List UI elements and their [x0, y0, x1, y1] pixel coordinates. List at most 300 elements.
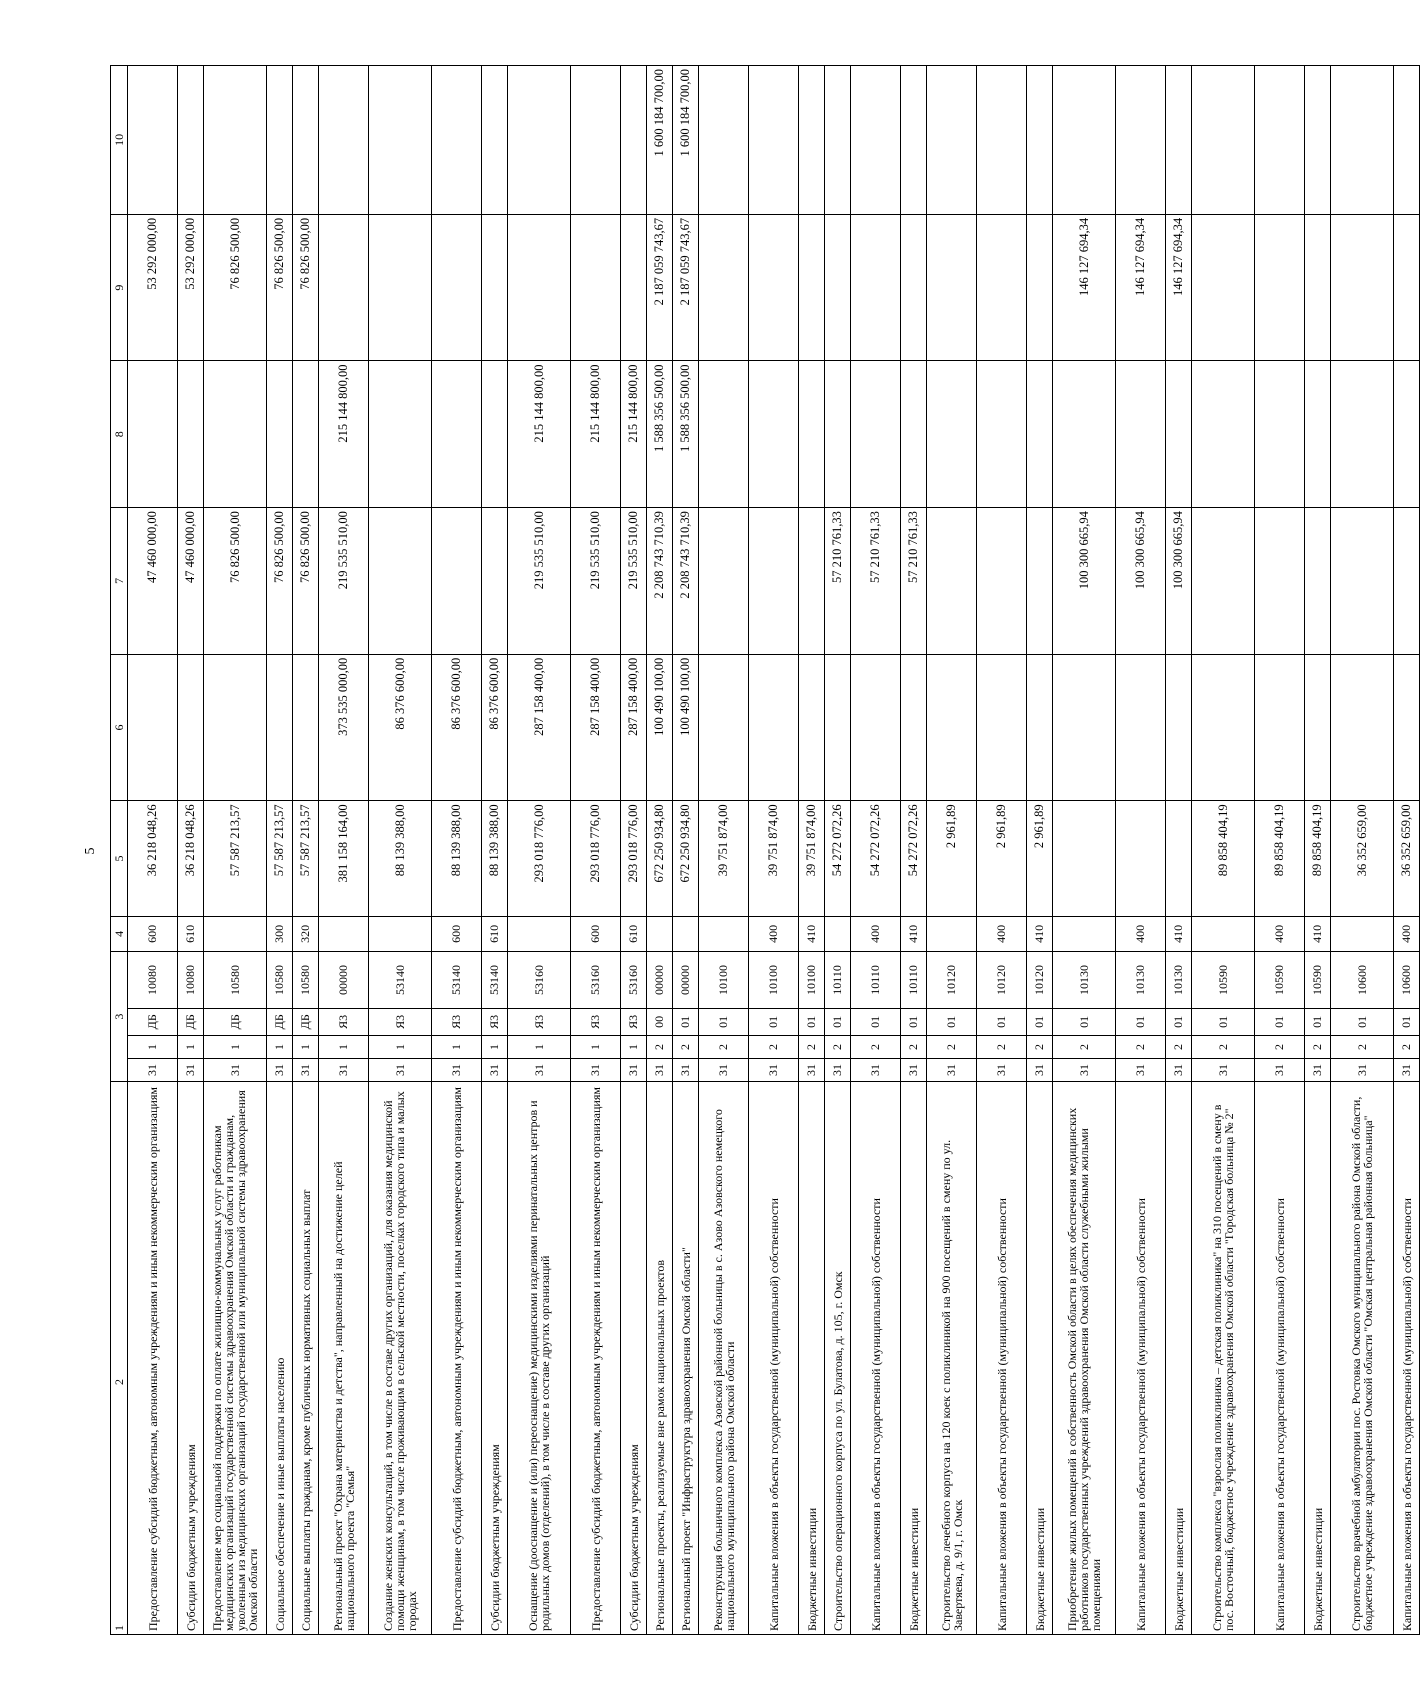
amount-col-5	[1053, 801, 1116, 916]
code-project: Я3	[369, 1008, 432, 1035]
amount-col-6: 86 376 600,00	[369, 654, 432, 801]
amount-col-5: 54 272 072,26	[901, 801, 927, 916]
code-subprogram: 1	[128, 1035, 178, 1058]
amount-col-8	[178, 361, 204, 508]
row-description: Бюджетные инвестиции	[1166, 1081, 1192, 1634]
code-direction: 00000	[647, 952, 673, 1009]
amount-col-6: 373 535 000,00	[319, 654, 369, 801]
row-description: Бюджетные инвестиции	[1027, 1081, 1053, 1634]
amount-col-10	[1116, 66, 1166, 215]
code-project: 01	[1166, 1008, 1192, 1035]
amount-col-9: 76 826 500,00	[267, 214, 293, 361]
header-row	[111, 66, 128, 1635]
amount-col-10	[1192, 66, 1255, 215]
code-direction: 10130	[1116, 952, 1166, 1009]
amount-col-10	[1394, 66, 1420, 215]
amount-col-5: 39 751 874,00	[799, 801, 825, 916]
row-description: Строительство операционного корпуса по ул. Булатова, д. 105, г. Омск	[825, 1081, 851, 1634]
code-subprogram: 2	[1255, 1035, 1305, 1058]
header-cell: 7	[111, 508, 128, 655]
code-expense-type	[647, 916, 673, 952]
code-program: 31	[267, 1058, 293, 1081]
row-description: Строительство врачебной амбулатории пос. Ростовка Омского муниципального района Омской области, бюджетное учреждение здравоохранения Омской области "Омская центральная районная больница"	[1331, 1081, 1394, 1634]
code-program: 31	[1255, 1058, 1305, 1081]
code-subprogram: 2	[1305, 1035, 1331, 1058]
code-direction: 10110	[901, 952, 927, 1009]
table-row	[1166, 66, 1192, 1635]
amount-col-8	[1116, 361, 1166, 508]
code-expense-type: 410	[799, 916, 825, 952]
amount-col-5: 39 751 874,00	[699, 801, 749, 916]
amount-col-6: 287 158 400,00	[621, 654, 647, 801]
amount-col-8	[749, 361, 799, 508]
amount-col-7	[927, 508, 977, 655]
amount-col-6	[699, 654, 749, 801]
code-project: 00	[647, 1008, 673, 1035]
header-cell-label: 1	[111, 1625, 126, 1631]
amount-col-7	[432, 508, 482, 655]
amount-col-10	[851, 66, 901, 215]
code-program: 31	[1116, 1058, 1166, 1081]
code-direction: 10120	[1027, 952, 1053, 1009]
code-direction: 53160	[571, 952, 621, 1009]
table-row	[293, 66, 319, 1635]
amount-col-8	[1255, 361, 1305, 508]
amount-col-10	[369, 66, 432, 215]
amount-col-7: 57 210 761,33	[851, 508, 901, 655]
amount-col-5: 54 272 072,26	[851, 801, 901, 916]
code-expense-type	[825, 916, 851, 952]
amount-col-9	[901, 214, 927, 361]
code-program: 31	[178, 1058, 204, 1081]
code-direction: 10110	[851, 952, 901, 1009]
amount-col-7	[1305, 508, 1331, 655]
code-subprogram: 1	[204, 1035, 267, 1058]
code-expense-type	[1331, 916, 1394, 952]
table-row	[647, 66, 673, 1635]
budget-table-container	[110, 65, 1414, 1635]
amount-col-8	[1053, 361, 1116, 508]
code-program: 31	[319, 1058, 369, 1081]
code-expense-type: 400	[851, 916, 901, 952]
code-program: 31	[204, 1058, 267, 1081]
amount-col-5: 381 158 164,00	[319, 801, 369, 916]
amount-col-10	[1305, 66, 1331, 215]
code-direction: 10590	[1305, 952, 1331, 1009]
amount-col-10	[267, 66, 293, 215]
table-row	[1027, 66, 1053, 1635]
table-row	[673, 66, 699, 1635]
amount-col-9	[977, 214, 1027, 361]
amount-col-7	[749, 508, 799, 655]
amount-col-9: 53 292 000,00	[128, 214, 178, 361]
code-program: 31	[825, 1058, 851, 1081]
code-project: Я3	[571, 1008, 621, 1035]
code-direction: 00000	[673, 952, 699, 1009]
code-project: 01	[673, 1008, 699, 1035]
amount-col-8	[1027, 361, 1053, 508]
amount-col-10	[1053, 66, 1116, 215]
code-project: 01	[1192, 1008, 1255, 1035]
amount-col-6	[1027, 654, 1053, 801]
row-description: Строительство комплекса "взрослая поликлиника – детская поликлиника" на 310 посещений в смену в пос. Восточный, бюджетное учреждение здравоохранения Омской области "Городская больница № 2"	[1192, 1081, 1255, 1634]
code-direction: 10100	[749, 952, 799, 1009]
code-direction: 10130	[1053, 952, 1116, 1009]
amount-col-6: 287 158 400,00	[508, 654, 571, 801]
code-expense-type: 600	[571, 916, 621, 952]
amount-col-5: 36 352 659,00	[1331, 801, 1394, 916]
amount-col-7: 76 826 500,00	[204, 508, 267, 655]
amount-col-6	[1053, 654, 1116, 801]
amount-col-9	[432, 214, 482, 361]
table-row	[1331, 66, 1394, 1635]
amount-col-7	[482, 508, 508, 655]
amount-col-9	[1305, 214, 1331, 361]
amount-col-5	[1166, 801, 1192, 916]
amount-col-8: 215 144 800,00	[508, 361, 571, 508]
row-description: Субсидии бюджетным учреждениям	[178, 1081, 204, 1634]
amount-col-7	[699, 508, 749, 655]
amount-col-9	[508, 214, 571, 361]
code-direction: 10080	[178, 952, 204, 1009]
amount-col-9	[621, 214, 647, 361]
code-program: 31	[621, 1058, 647, 1081]
amount-col-5: 36 352 659,00	[1394, 801, 1420, 916]
code-direction: 10100	[799, 952, 825, 1009]
amount-col-6	[293, 654, 319, 801]
row-description: Предоставление мер социальной поддержки по оплате жилищно-коммунальных услуг работникам медицинских организаций государственной системы здравоохранения Омской области и гражданам, уволенным из медицинских организаций государственной или муниципальной системы здравоохранения Омской области	[204, 1081, 267, 1634]
code-direction: 53160	[621, 952, 647, 1009]
table-row	[621, 66, 647, 1635]
amount-col-5: 2 961,89	[1027, 801, 1053, 916]
amount-col-6	[1255, 654, 1305, 801]
code-subprogram: 2	[901, 1035, 927, 1058]
amount-col-8	[267, 361, 293, 508]
amount-col-10	[482, 66, 508, 215]
amount-col-10	[508, 66, 571, 215]
amount-col-9	[319, 214, 369, 361]
amount-col-5: 293 018 776,00	[621, 801, 647, 916]
code-subprogram: 2	[647, 1035, 673, 1058]
table-row	[1255, 66, 1305, 1635]
amount-col-9	[482, 214, 508, 361]
amount-col-6: 86 376 600,00	[432, 654, 482, 801]
table-row	[699, 66, 749, 1635]
amount-col-6	[799, 654, 825, 801]
code-expense-type	[673, 916, 699, 952]
amount-col-7: 47 460 000,00	[128, 508, 178, 655]
header-cell: 10	[111, 66, 128, 215]
amount-col-8: 1 588 356 500,00	[647, 361, 673, 508]
table-row	[508, 66, 571, 1635]
code-expense-type	[508, 916, 571, 952]
amount-col-7: 57 210 761,33	[901, 508, 927, 655]
code-direction: 53160	[508, 952, 571, 1009]
table-row	[319, 66, 369, 1635]
amount-col-8	[369, 361, 432, 508]
code-expense-type	[204, 916, 267, 952]
amount-col-8	[901, 361, 927, 508]
code-subprogram: 2	[1331, 1035, 1394, 1058]
code-subprogram: 1	[267, 1035, 293, 1058]
code-project: ДБ	[267, 1008, 293, 1035]
amount-col-8	[1166, 361, 1192, 508]
code-expense-type	[1053, 916, 1116, 952]
amount-col-6	[1166, 654, 1192, 801]
amount-col-8	[128, 361, 178, 508]
code-program: 31	[128, 1058, 178, 1081]
amount-col-5: 88 139 388,00	[482, 801, 508, 916]
amount-col-8	[293, 361, 319, 508]
code-expense-type: 400	[1394, 916, 1420, 952]
amount-col-9: 146 127 694,34	[1116, 214, 1166, 361]
amount-col-7	[1394, 508, 1420, 655]
code-project: 01	[825, 1008, 851, 1035]
code-subprogram: 2	[1192, 1035, 1255, 1058]
amount-col-9: 2 187 059 743,67	[647, 214, 673, 361]
amount-col-9: 76 826 500,00	[293, 214, 319, 361]
amount-col-7: 2 208 743 710,39	[673, 508, 699, 655]
amount-col-10	[293, 66, 319, 215]
amount-col-10	[178, 66, 204, 215]
amount-col-6	[128, 654, 178, 801]
code-direction: 10580	[267, 952, 293, 1009]
code-subprogram: 2	[799, 1035, 825, 1058]
row-description: Предоставление субсидий бюджетным, автономным учреждениям и иным некоммерческим организациям	[128, 1081, 178, 1634]
row-description: Капитальные вложения в объекты государственной (муниципальной) собственности	[1394, 1081, 1420, 1634]
table-row	[977, 66, 1027, 1635]
amount-col-8	[851, 361, 901, 508]
code-direction: 53140	[432, 952, 482, 1009]
amount-col-9	[1331, 214, 1394, 361]
code-program: 31	[1027, 1058, 1053, 1081]
table-row	[749, 66, 799, 1635]
amount-col-8	[825, 361, 851, 508]
amount-col-5: 36 218 048,26	[178, 801, 204, 916]
table-row	[927, 66, 977, 1635]
code-project: 01	[1305, 1008, 1331, 1035]
amount-col-8: 215 144 800,00	[621, 361, 647, 508]
code-subprogram: 1	[319, 1035, 369, 1058]
amount-col-8	[927, 361, 977, 508]
amount-col-9: 146 127 694,34	[1166, 214, 1192, 361]
row-description: Оснащение (дооснащение и (или) переоснащение) медицинскими изделиями перинатальных центров и родильных домов (отделений), в том числе в составе других организаций	[508, 1081, 571, 1634]
amount-col-7	[369, 508, 432, 655]
code-project: 01	[851, 1008, 901, 1035]
amount-col-6	[1116, 654, 1166, 801]
code-expense-type	[1192, 916, 1255, 952]
amount-col-9	[1027, 214, 1053, 361]
table-row	[901, 66, 927, 1635]
code-project: Я3	[432, 1008, 482, 1035]
amount-col-8	[1331, 361, 1394, 508]
row-description: Капитальные вложения в объекты государственной (муниципальной) собственности	[1255, 1081, 1305, 1634]
amount-col-10	[825, 66, 851, 215]
code-program: 31	[699, 1058, 749, 1081]
amount-col-10: 1 600 184 700,00	[673, 66, 699, 215]
amount-col-10	[128, 66, 178, 215]
amount-col-6	[1305, 654, 1331, 801]
row-description: Реконструкция больничного комплекса Азовской районной больницы в с. Азово Азовского немецкого национального муниципального района Омской области	[699, 1081, 749, 1634]
amount-col-8	[482, 361, 508, 508]
amount-col-7	[799, 508, 825, 655]
table-row	[128, 66, 178, 1635]
amount-col-6	[204, 654, 267, 801]
code-project: 01	[749, 1008, 799, 1035]
code-expense-type: 610	[482, 916, 508, 952]
amount-col-10	[621, 66, 647, 215]
code-project: 01	[1116, 1008, 1166, 1035]
table-row	[1192, 66, 1255, 1635]
row-description: Предоставление субсидий бюджетным, автономным учреждениям и иным некоммерческим организациям	[571, 1081, 621, 1634]
table-row	[851, 66, 901, 1635]
amount-col-6	[178, 654, 204, 801]
amount-col-7: 100 300 665,94	[1116, 508, 1166, 655]
code-expense-type	[699, 916, 749, 952]
page-number: 5	[83, 847, 98, 855]
code-subprogram: 2	[1053, 1035, 1116, 1058]
row-description: Субсидии бюджетным учреждениям	[621, 1081, 647, 1634]
amount-col-7: 219 535 510,00	[571, 508, 621, 655]
row-description: Бюджетные инвестиции	[901, 1081, 927, 1634]
table-row	[1053, 66, 1116, 1635]
row-description: Капитальные вложения в объекты государственной (муниципальной) собственности	[749, 1081, 799, 1634]
row-description: Строительство лечебного корпуса на 120 коек с поликлиникой на 900 посещений в смену по ул. Завертяева, д. 9/1, г. Омск	[927, 1081, 977, 1634]
amount-col-7: 100 300 665,94	[1166, 508, 1192, 655]
amount-col-6	[1331, 654, 1394, 801]
amount-col-5: 89 858 404,19	[1192, 801, 1255, 916]
code-subprogram: 2	[1027, 1035, 1053, 1058]
amount-col-9	[851, 214, 901, 361]
amount-col-10	[571, 66, 621, 215]
amount-col-10	[699, 66, 749, 215]
code-expense-type: 400	[977, 916, 1027, 952]
code-program: 31	[571, 1058, 621, 1081]
code-project: Я3	[508, 1008, 571, 1035]
code-expense-type: 320	[293, 916, 319, 952]
code-project: Я3	[621, 1008, 647, 1035]
budget-table	[110, 65, 1420, 1635]
row-description: Создание женских консультаций, в том числе в составе других организаций, для оказания медицинской помощи женщинам, в том числе проживающим в сельской местности, поселках городского типа и малых городах	[369, 1081, 432, 1634]
amount-col-5: 293 018 776,00	[508, 801, 571, 916]
amount-col-8	[432, 361, 482, 508]
header-cell: 3	[111, 952, 128, 1082]
amount-col-5: 293 018 776,00	[571, 801, 621, 916]
amount-col-5: 88 139 388,00	[432, 801, 482, 916]
row-description: Капитальные вложения в объекты государственной (муниципальной) собственности	[977, 1081, 1027, 1634]
row-description: Региональный проект "Инфраструктура здравоохранения Омской области"	[673, 1081, 699, 1634]
code-direction: 10080	[128, 952, 178, 1009]
table-row	[825, 66, 851, 1635]
code-expense-type: 410	[1027, 916, 1053, 952]
amount-col-8: 1 588 356 500,00	[673, 361, 699, 508]
code-subprogram: 2	[977, 1035, 1027, 1058]
amount-col-7	[1192, 508, 1255, 655]
code-project: ДБ	[128, 1008, 178, 1035]
table-row	[571, 66, 621, 1635]
row-description: Бюджетные инвестиции	[799, 1081, 825, 1634]
code-project: 01	[1394, 1008, 1420, 1035]
header-cell: 8	[111, 361, 128, 508]
code-direction: 10600	[1394, 952, 1420, 1009]
code-direction: 10580	[204, 952, 267, 1009]
code-subprogram: 1	[369, 1035, 432, 1058]
code-project: 01	[1053, 1008, 1116, 1035]
code-direction: 10590	[1192, 952, 1255, 1009]
code-direction: 10100	[699, 952, 749, 1009]
amount-col-5: 57 587 213,57	[204, 801, 267, 916]
amount-col-7: 219 535 510,00	[319, 508, 369, 655]
row-description: Региональные проекты, реализуемые вне рамок национальных проектов	[647, 1081, 673, 1634]
table-row	[1305, 66, 1331, 1635]
code-subprogram: 1	[293, 1035, 319, 1058]
code-project: ДБ	[178, 1008, 204, 1035]
amount-col-5: 89 858 404,19	[1305, 801, 1331, 916]
code-subprogram: 2	[1394, 1035, 1420, 1058]
amount-col-7: 219 535 510,00	[508, 508, 571, 655]
code-program: 31	[927, 1058, 977, 1081]
code-program: 31	[647, 1058, 673, 1081]
row-description: Социальное обеспечение и иные выплаты населению	[267, 1081, 293, 1634]
amount-col-10	[749, 66, 799, 215]
code-expense-type: 400	[1255, 916, 1305, 952]
amount-col-9	[1394, 214, 1420, 361]
code-subprogram: 1	[508, 1035, 571, 1058]
code-direction: 53140	[482, 952, 508, 1009]
row-description: Социальные выплаты гражданам, кроме публичных нормативных социальных выплат	[293, 1081, 319, 1634]
amount-col-8	[204, 361, 267, 508]
code-direction: 53140	[369, 952, 432, 1009]
table-row	[204, 66, 267, 1635]
amount-col-9	[749, 214, 799, 361]
code-program: 31	[1394, 1058, 1420, 1081]
amount-col-9	[825, 214, 851, 361]
table-row	[799, 66, 825, 1635]
amount-col-10	[901, 66, 927, 215]
amount-col-5: 672 250 934,80	[647, 801, 673, 916]
code-program: 31	[482, 1058, 508, 1081]
table-body	[111, 66, 1420, 1635]
code-subprogram: 2	[673, 1035, 699, 1058]
code-direction: 10590	[1255, 952, 1305, 1009]
code-program: 31	[1053, 1058, 1116, 1081]
table-row	[178, 66, 204, 1635]
amount-col-9	[927, 214, 977, 361]
code-project: Я3	[319, 1008, 369, 1035]
code-project: 01	[799, 1008, 825, 1035]
amount-col-6: 287 158 400,00	[571, 654, 621, 801]
row-description: Капитальные вложения в объекты государственной (муниципальной) собственности	[851, 1081, 901, 1634]
code-program: 31	[977, 1058, 1027, 1081]
code-direction: 10600	[1331, 952, 1394, 1009]
amount-col-6	[901, 654, 927, 801]
code-expense-type: 600	[128, 916, 178, 952]
amount-col-5: 57 587 213,57	[267, 801, 293, 916]
amount-col-8	[799, 361, 825, 508]
amount-col-7: 2 208 743 710,39	[647, 508, 673, 655]
code-program: 31	[901, 1058, 927, 1081]
code-project: 01	[1027, 1008, 1053, 1035]
amount-col-5: 2 961,89	[927, 801, 977, 916]
amount-col-7: 76 826 500,00	[267, 508, 293, 655]
code-project: 01	[1255, 1008, 1305, 1035]
table-row	[1394, 66, 1420, 1635]
amount-col-7: 100 300 665,94	[1053, 508, 1116, 655]
row-description: Предоставление субсидий бюджетным, автономным учреждениям и иным некоммерческим организациям	[432, 1081, 482, 1634]
amount-col-6	[927, 654, 977, 801]
code-program: 31	[1166, 1058, 1192, 1081]
header-cell	[111, 1081, 128, 1634]
